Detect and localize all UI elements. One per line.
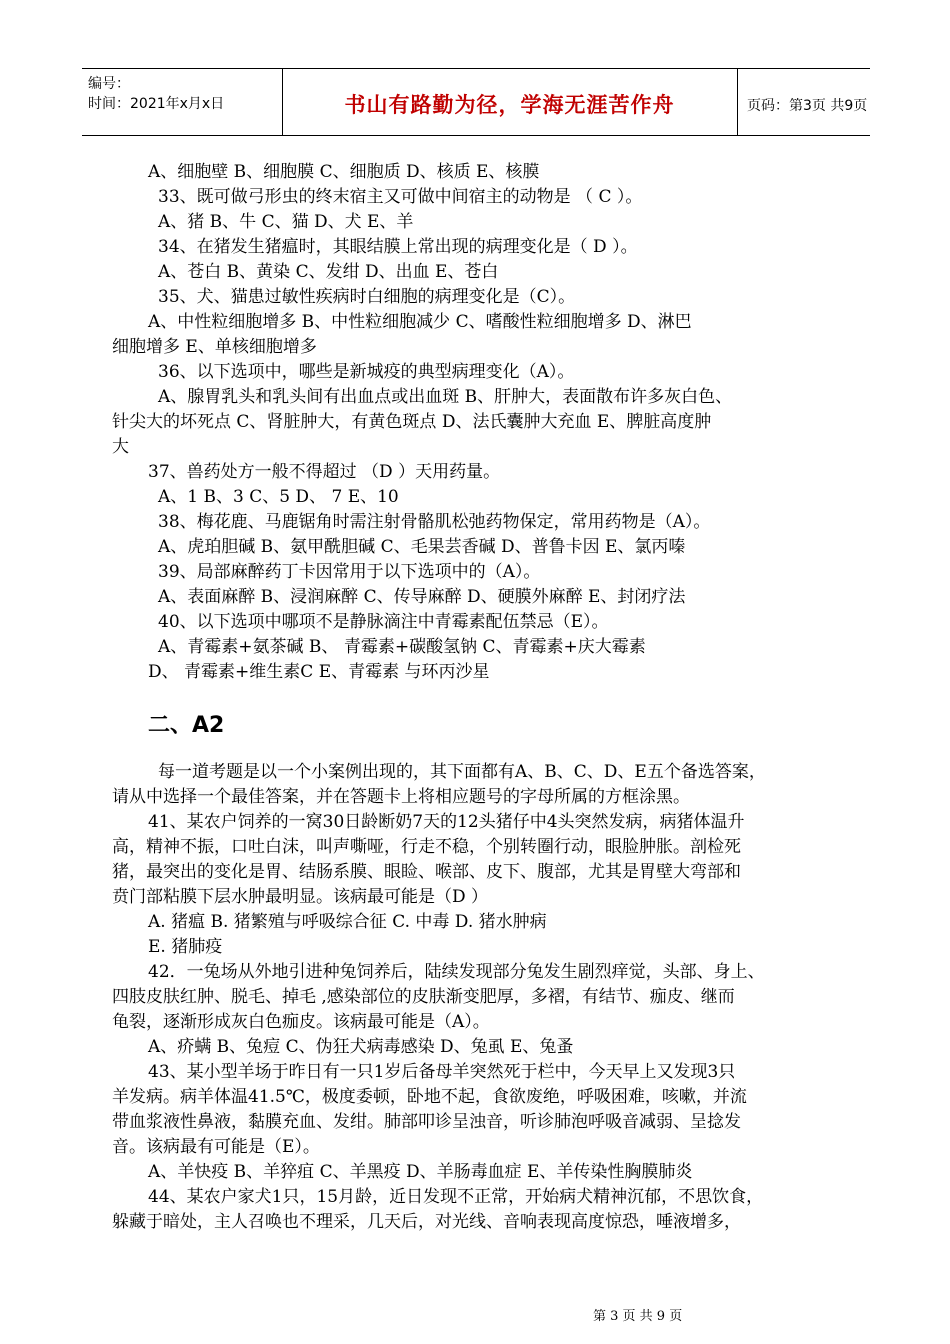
- text-line: 羊发病。病羊体温41.5℃，极度委顿，卧地不起，食欲废绝，呼吸困难，咳嗽，并流: [112, 1087, 747, 1107]
- text-line: 龟裂，逐渐形成灰白色痂皮。该病最可能是（A）。: [112, 1012, 490, 1032]
- text-line: A、苍白 B、黄染 C、发绀 D、出血 E、苍白: [158, 262, 499, 282]
- text-line: 躲藏于暗处，主人召唤也不理采，几天后，对光线、音响表现高度惊恐，唾液增多，: [112, 1212, 741, 1232]
- text-line: A、细胞壁 B、细胞膜 C、细胞质 D、核质 E、核膜: [148, 162, 540, 182]
- text-line: 33、既可做弓形虫的终末宿主又可做中间宿主的动物是 （ C ）。: [158, 187, 643, 207]
- text-line: 43、某小型羊场于昨日有一只1岁后备母羊突然死于栏中，今天早上又发现3只: [148, 1062, 736, 1082]
- text-line: 猪，最突出的变化是胃、结肠系膜、眼睑、喉部、皮下、腹部，尤其是胃壁大弯部和: [112, 862, 741, 882]
- text-line: 音。该病最有可能是（E）。: [112, 1137, 320, 1157]
- text-line: 高，精神不振，口吐白沫，叫声嘶哑，行走不稳，个别转圈行动，眼脸肿胀。剖检死: [112, 837, 741, 857]
- text-line: 四肢皮肤红肿、脱毛、掉毛 ,感染部位的皮肤渐变肥厚，多褶，有结节、痂皮、继而: [112, 987, 735, 1007]
- page-footer: 第 3 页 共 9 页: [593, 1309, 683, 1324]
- text-line: A、中性粒细胞增多 B、中性粒细胞减少 C、嗜酸性粒细胞增多 D、淋巴: [148, 312, 692, 332]
- page-header: [82, 68, 870, 136]
- text-line: 40、以下选项中哪项不是静脉滴注中青霉素配伍禁忌（E）。: [158, 612, 609, 632]
- text-line: 请从中选择一个最佳答案，并在答题卡上将相应题号的字母所属的方框涂黑。: [112, 787, 690, 807]
- text-line: A、羊快疫 B、羊猝疽 C、羊黑疫 D、羊肠毒血症 E、羊传染性胸膜肺炎: [148, 1162, 693, 1182]
- header-motto-cell: [282, 69, 738, 135]
- text-line: A、腺胃乳头和乳头间有出血点或出血斑 B、肝肿大，表面散布许多灰白色、: [158, 387, 733, 407]
- text-line: 38、梅花鹿、马鹿锯角时需注射骨骼肌松弛药物保定，常用药物是（A）。: [158, 512, 711, 532]
- text-line: 贲门部粘膜下层水肿最明显。该病最可能是（D ）: [112, 887, 489, 907]
- page-label: 页码：第3页 共9页: [747, 98, 868, 114]
- text-line: D、 青霉素+维生素C E、青霉素 与环丙沙星: [148, 662, 490, 682]
- text-line: A、1 B、3 C、5 D、 7 E、10: [158, 487, 399, 507]
- header-info-cell: [82, 69, 283, 135]
- text-line: A、虎珀胆碱 B、氨甲酰胆碱 C、毛果芸香碱 D、普鲁卡因 E、氯丙嗪: [158, 537, 686, 557]
- text-line: 每一道考题是以一个小案例出现的，其下面都有A、B、C、D、E五个备选答案，: [158, 762, 766, 782]
- text-line: 针尖大的坏死点 C、肾脏肿大，有黄色斑点 D、法氏囊肿大充血 E、脾脏高度肿: [112, 412, 712, 432]
- text-line: 42．一兔场从外地引进种兔饲养后，陆续发现部分兔发生剧烈痒觉，头部、身上、: [148, 962, 765, 982]
- text-line: 37、兽药处方一般不得超过 （D ）天用药量。: [148, 462, 501, 482]
- text-line: 细胞增多 E、单核细胞增多: [112, 337, 317, 357]
- header-page-cell: [737, 69, 870, 135]
- text-line: A、疥螨 B、兔痘 C、伪狂犬病毒感染 D、兔虱 E、兔蚤: [148, 1037, 574, 1057]
- text-line: A、青霉素+氨茶碱 B、 青霉素+碳酸氢钠 C、青霉素+庆大霉素: [158, 637, 646, 657]
- text-line: 35、犬、猫患过敏性疾病时白细胞的病理变化是（C）。: [158, 287, 576, 307]
- section-title: 二、A2: [148, 713, 225, 738]
- text-line: A、猪 B、牛 C、猫 D、犬 E、羊: [158, 212, 414, 232]
- code-label: 编号：: [88, 76, 130, 92]
- text-line: 44、某农户家犬1只，15月龄，近日发现不正常，开始病犬精神沉郁，不思饮食，: [148, 1187, 764, 1207]
- text-line: 36、以下选项中，哪些是新城疫的典型病理变化（A）。: [158, 362, 575, 382]
- time-label: 时间：2021年x月x日: [88, 96, 225, 112]
- text-line: 大: [112, 437, 129, 457]
- text-line: 39、局部麻醉药丁卡因常用于以下选项中的（A）。: [158, 562, 541, 582]
- text-line: 41、某农户饲养的一窝30日龄断奶7天的12头猪仔中4头突然发病，病猪体温升: [148, 812, 745, 832]
- text-line: A、表面麻醉 B、浸润麻醉 C、传导麻醉 D、硬膜外麻醉 E、封闭疗法: [158, 587, 686, 607]
- text-line: 带血浆液性鼻液，黏膜充血、发绀。肺部叩诊呈浊音，听诊肺泡呼吸音减弱、呈捻发: [112, 1112, 741, 1132]
- text-line: 34、在猪发生猪瘟时，其眼结膜上常出现的病理变化是（ D ）。: [158, 237, 638, 257]
- text-line: E. 猪肺疫: [148, 937, 223, 957]
- text-line: A. 猪瘟 B. 猪繁殖与呼吸综合征 C. 中毒 D. 猪水肿病: [148, 912, 547, 932]
- motto: 书山有路勤为径，学海无涯苦作舟: [344, 93, 675, 117]
